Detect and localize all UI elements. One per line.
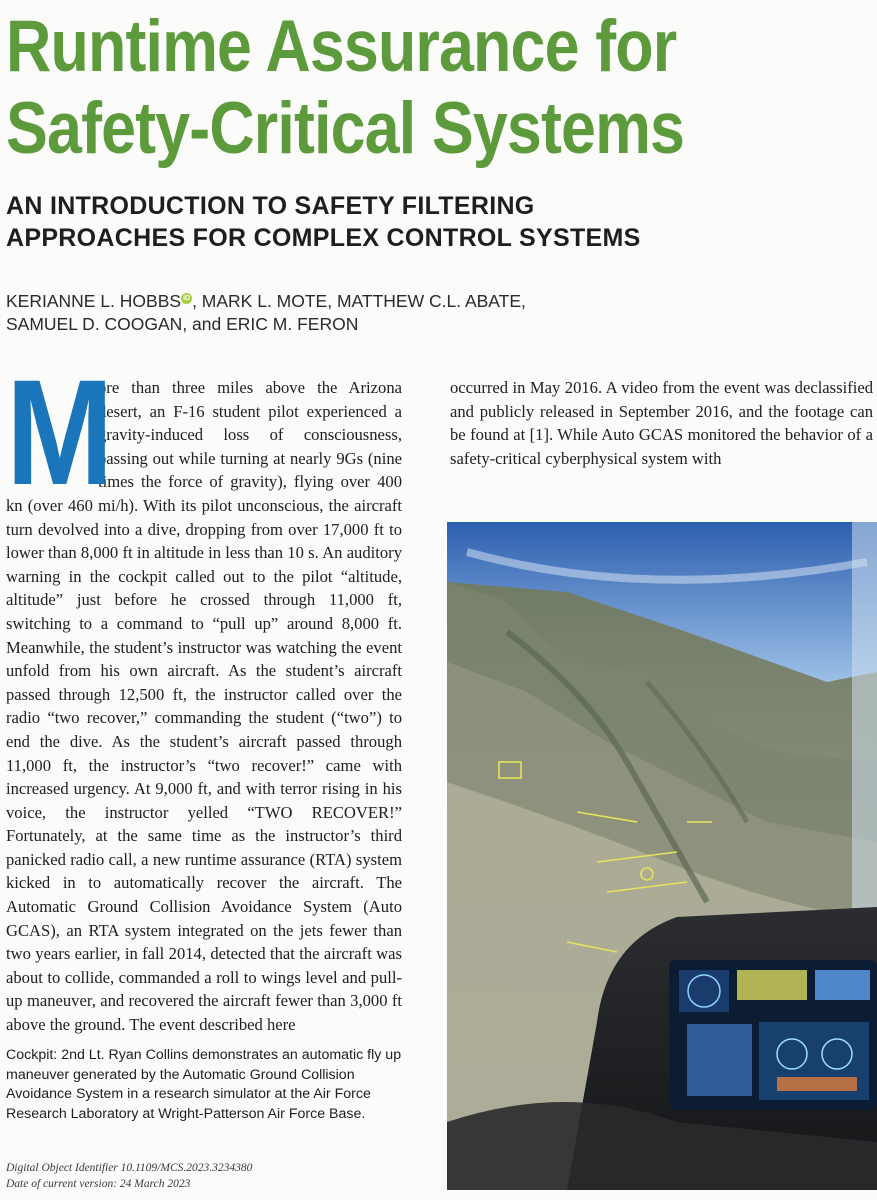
- screen-edge: [852, 522, 877, 942]
- figure-caption: Cockpit: 2nd Lt. Ryan Collins demonstrates an automatic fly up maneuver generated by the Automatic Ground Collision Avoidance System in a research simulator at the Air Force Research Laboratory at Wright-Patterson Air Force Base.: [6, 1047, 402, 1122]
- author-list: [6, 290, 526, 336]
- author-first: KERIANNE L. HOBBS: [6, 291, 182, 311]
- footer-meta: [6, 1160, 252, 1192]
- body-column-left: [6, 348, 402, 1037]
- body-column-right: [450, 376, 873, 470]
- drop-cap: M: [6, 348, 114, 516]
- cockpit-simulator-photo: [447, 522, 877, 1190]
- author-line-2: SAMUEL D. COOGAN, and ERIC M. FERON: [6, 314, 359, 334]
- title-line-1: Runtime Assurance for: [6, 6, 677, 87]
- doi-text: Digital Object Identifier 10.1109/MCS.2023.3234380: [6, 1162, 253, 1174]
- cockpit-illustration: [447, 522, 877, 1190]
- version-date: Date of current version: 24 March 2023: [6, 1178, 191, 1190]
- body-text-right: occurred in May 2016. A video from the event was declassified and publicly released in September 2016, and the footage can be found at [1]. While Auto GCAS monitored the behavior of a safety-critical cyberphysical system with: [450, 378, 873, 468]
- subtitle-line-1: AN INTRODUCTION TO SAFETY FILTERING: [6, 192, 535, 220]
- subtitle-line-2: APPROACHES FOR COMPLEX CONTROL SYSTEMS: [6, 224, 641, 252]
- article-subtitle: [6, 190, 641, 254]
- body-text-left: ore than three miles above the Arizona desert, an F-16 student pilot experienced a gravity-induced loss of consciousness, passing out while turning at nearly 9Gs (nine times the force of gravity), flying over 400 kn (over 460 mi/h). With its pilot unconscious, the aircraft turn devolved into a dive, dropping from over 17,000 ft to lower than 8,000 ft in altitude in less than 10 s. An auditory warning in the cockpit called out to the pilot “altitude, altitude” just before he crossed through 11,000 ft, switching to a command to “pull up” around 8,000 ft. Meanwhile, the student’s instructor was watching the event unfold from his own aircraft. As the student’s aircraft passed through 12,500 ft, the instructor called over the radio “two recover,” commanding the student (“two”) to end the dive. As the student’s aircraft passed through 11,000 ft, the instructor’s “two recover!” came with increased urgency. At 9,000 ft, and with terror rising in his voice, the instructor yelled “TWO RECOVER!” Fortunately, at the same time as the instructor’s third panicked radio call, a new runtime assurance (RTA) system kicked in to automatically recover the aircraft. The Automatic Ground Collision Avoidance System (Auto GCAS), an RTA system integrated on the jets fewer than two years earlier, in fall 2014, detected that the aircraft was about to collide, commanded a roll to wings level and pull-up maneuver, and recovered the aircraft fewer than 3,000 ft above the ground. The event described here: [6, 378, 402, 1035]
- author-rest: , MARK L. MOTE, MATTHEW C.L. ABATE,: [192, 291, 526, 311]
- orcid-icon[interactable]: iD: [183, 295, 191, 303]
- article-title: [6, 6, 684, 170]
- title-line-2: Safety-Critical Systems: [6, 88, 685, 169]
